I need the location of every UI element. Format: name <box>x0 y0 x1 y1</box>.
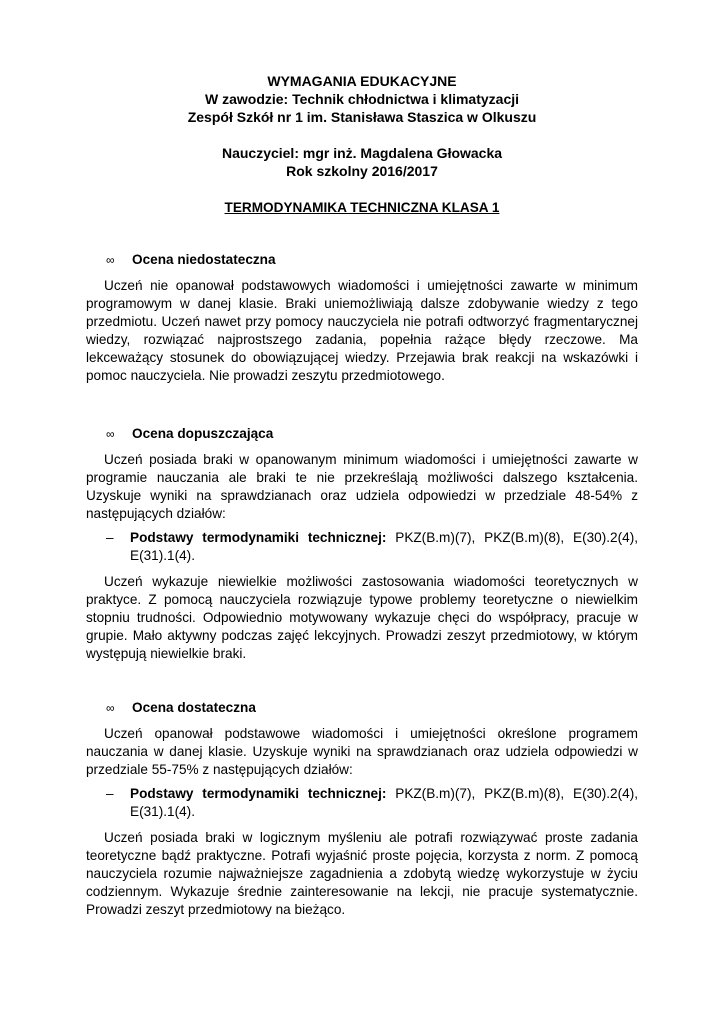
dash-bullet-icon: – <box>106 530 114 545</box>
list-item <box>86 529 638 565</box>
infinity-bullet-icon: ∞ <box>106 253 115 267</box>
item-text: PKZ(B.m)(7), PKZ(B.m)(8), E(30).2(4), E(31).1(4). <box>130 530 639 563</box>
section-paragraph: Uczeń wykazuje niewielkie możliwości zastosowania wiadomości teoretycznych w praktyce. Z pomocą nauczyciela rozwiązuje typowe problemy teoretyczne o niewielkim stopniu trudności. Odpowiednio motywowany wykazuje chęci do współpracy, pracuje w grupie. Mało aktywny podczas zajęć lekcyjnych. Prowadzi zeszyt przedmiotowy, w którym występują niewielkie braki. <box>86 574 638 661</box>
section-title: ∞ Ocena dopuszczająca <box>106 426 274 441</box>
section-title: ∞ Ocena niedostateczna <box>106 252 276 267</box>
section-paragraph: Uczeń nie opanował podstawowych wiadomości i umiejętności zawarte w minimum programowym w danej klasie. Braki uniemożliwiają dalsze zdobywanie wiedzy z tego przedmiotu. Uczeń nawet przy pomocy nauczyciela nie potrafi odtworzyć fragmentarycznej wiedzy, rozwiązać najprostszego zadania, popełnia rażące błędy rzeczowe. Ma lekceważący stosunek do obowiązującej wiedzy. Przejawia brak reakcji na wskazówki i pomoc nauczyciela. Nie prowadzi zeszytu przedmiotowego. <box>86 278 638 383</box>
section-paragraph: Uczeń posiada braki w opanowanym minimum wiadomości i umiejętności zawarte w programie nauczania ale braki te nie przekreślają możliwości dalszego kształcenia. Uzyskuje wyniki na sprawdzianach oraz udziela odpowiedzi w przedziale 48-54% z następujących działów: <box>86 452 638 521</box>
header-profession: W zawodzie: Technik chłodnictwa i klimatyzacji <box>204 91 520 107</box>
section-paragraph: Uczeń posiada braki w logicznym myśleniu ale potrafi rozwiązywać proste zadania teoretyczne bądź praktyczne. Potrafi wyjaśnić proste pojęcia, korzysta z norm. Z pomocą nauczyciela rozumie najważniejsze zagadnienia a zdobytą wiedzę wykorzystuje w życiu codziennym. Wykazuje średnie zainteresowanie na lekcji, nie pracuje systematycznie. Prowadzi zeszyt przedmiotowy na bieżąco. <box>86 830 638 917</box>
infinity-bullet-icon: ∞ <box>106 701 115 715</box>
list-item <box>86 785 638 821</box>
section-title: ∞ Ocena dostateczna <box>106 700 256 715</box>
section-dopuszczajaca <box>86 425 638 663</box>
item-text: PKZ(B.m)(7), PKZ(B.m)(8), E(30).2(4), E(31).1(4). <box>130 786 639 819</box>
section-dostateczna <box>86 699 638 919</box>
header-year: Rok szkolny 2016/2017 <box>286 163 438 179</box>
header-title: WYMAGANIA EDUKACYJNE <box>267 73 457 89</box>
infinity-bullet-icon: ∞ <box>106 427 115 441</box>
document-header <box>86 72 638 180</box>
header-school: Zespół Szkół nr 1 im. Stanisława Staszica w Olkuszu <box>187 109 537 125</box>
item-label: Podstawy termodynamiki technicznej: <box>130 786 387 801</box>
subject-title: TERMODYNAMIKA TECHNICZNA KLASA 1 <box>224 200 500 215</box>
section-niedostateczna <box>86 251 638 385</box>
item-label: Podstawy termodynamiki technicznej: <box>130 530 387 545</box>
header-teacher: Nauczyciel: mgr inż. Magdalena Głowacka <box>221 145 503 161</box>
dash-bullet-icon: – <box>106 786 114 801</box>
document-page <box>86 72 638 919</box>
section-paragraph: Uczeń opanował podstawowe wiadomości i umiejętności określone programem nauczania w danej klasie. Uzyskuje wyniki na sprawdzianach oraz udziela odpowiedzi w przedziale 55-75% z następujących działów: <box>86 726 638 777</box>
